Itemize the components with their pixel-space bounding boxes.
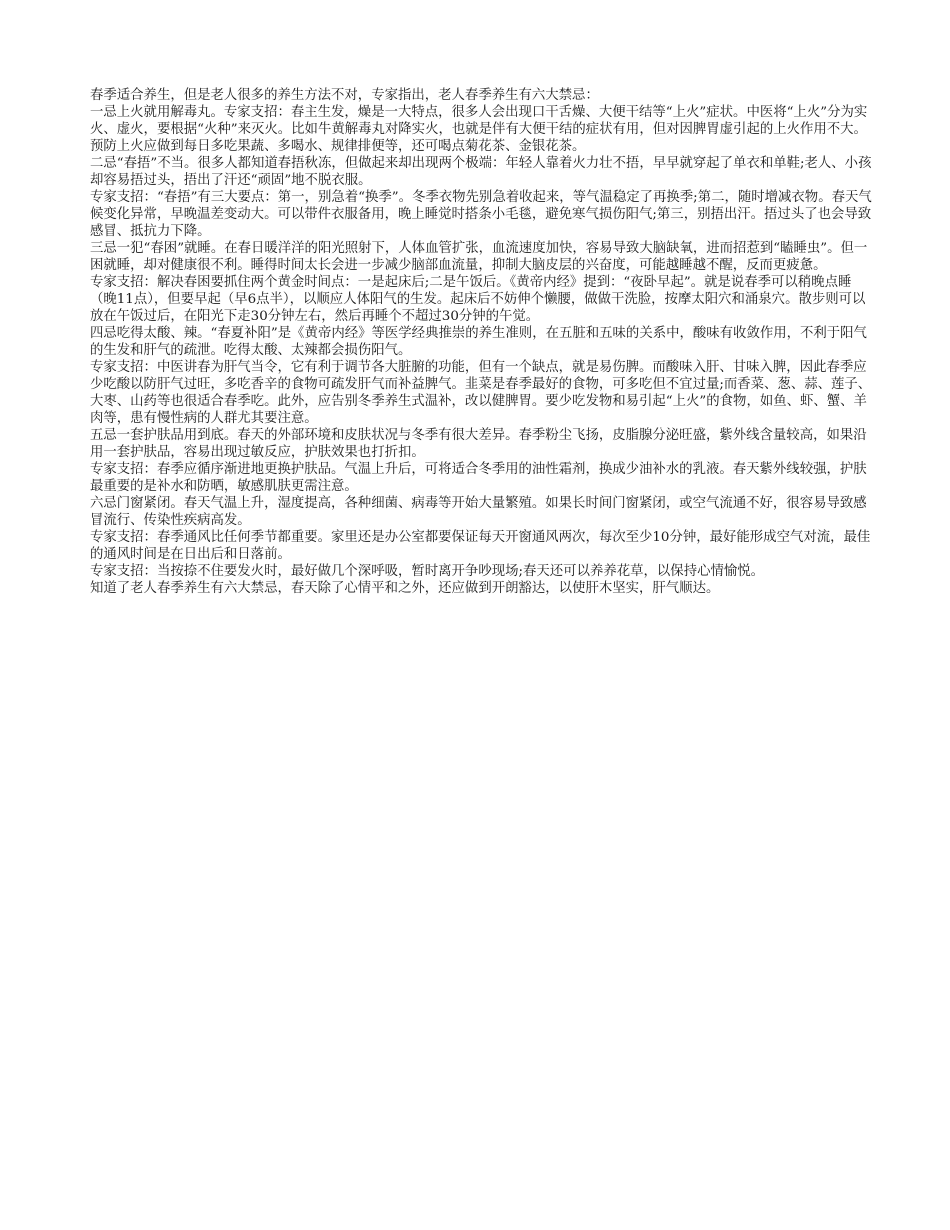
taboo-5-advice-paragraph: 专家支招：春季应循序渐进地更换护肤品。气温上升后，可将适合冬季用的油性霜剂，换成少油补水的乳液。春天紫外线较强，护肤最重要的是补水和防晒，敏感肌肤更需注意。 bbox=[90, 462, 867, 494]
taboo-2-paragraph: 二忌“春捂”不当。很多人都知道春捂秋冻，但做起来却出现两个极端：年轻人靠着火力壮不捂，早早就穿起了单衣和单鞋;老人、小孩却容易捂过头，捂出了汗还“顽固”地不脱衣服。 bbox=[90, 156, 872, 188]
taboo-5-paragraph: 五忌一套护肤品用到底。春天的外部环境和皮肤状况与冬季有很大差异。春季粉尘飞扬，皮脂腺分泌旺盛，紫外线含量较高，如果沿用一套护肤品，容易出现过敏反应，护肤效果也打折扣。 bbox=[90, 428, 867, 460]
taboo-3-paragraph: 三忌一犯“春困”就睡。在春日暖洋洋的阳光照射下，人体血管扩张，血流速度加快，容易导致大脑缺氧，进而招惹到“瞌睡虫”。但一困就睡，却对健康很不利。睡得时间太长会进一步减少脑部血流量，抑制大脑皮层的兴奋度，可能越睡越不醒，反而更疲惫。 bbox=[90, 241, 868, 273]
conclusion-paragraph: 知道了老人春季养生有六大禁忌，春天除了心情平和之外，还应做到开朗豁达，以使肝木坚实，肝气顺达。 bbox=[90, 581, 720, 596]
taboo-4-advice-paragraph: 专家支招：中医讲春为肝气当令，它有利于调节各大脏腑的功能，但有一个缺点，就是易伤脾。而酸味入肝、甘味入脾，因此春季应少吃酸以防肝气过旺，多吃香辛的食物可疏发肝气而补益脾气。韭菜是春季最好的食物，可多吃但不宜过量;而香菜、葱、蒜、莲子、大枣、山药等也很适合春季吃。此外，应告别冬季养生式温补，改以健脾胃。要少吃发物和易引起“上火”的食物，如鱼、虾、蟹、羊肉等，患有慢性病的人群尤其要注意。 bbox=[90, 360, 872, 426]
taboo-6-paragraph: 六忌门窗紧闭。春天气温上升，湿度提高，各种细菌、病毒等开始大量繁殖。如果长时间门窗紧闭，或空气流通不好，很容易导致感冒流行、传染性疾病高发。 bbox=[90, 496, 867, 528]
taboo-2-advice-paragraph: 专家支招：“春捂”有三大要点：第一，别急着“换季”。冬季衣物先别急着收起来，等气温稳定了再换季;第二，随时增减衣物。春天气候变化异常，早晚温差变动大。可以带件衣服备用，晚上睡觉时搭条小毛毯，避免寒气损伤阳气;第三，别捂出汗。捂过头了也会导致感冒、抵抗力下降。 bbox=[90, 190, 872, 239]
taboo-3-advice-paragraph: 专家支招：解决春困要抓住两个黄金时间点：一是起床后;二是午饭后。《黄帝内经》提到：“夜卧早起”。就是说春季可以稍晚点睡（晚11点），但要早起（早6点半），以顺应人体阳气的生发。起床后不妨伸个懒腰，做做干洗脸，按摩太阳穴和涌泉穴。散步则可以放在午饭过后，在阳光下走30分钟左右，然后再睡个不超过30分钟的午觉。 bbox=[90, 275, 866, 324]
article-body bbox=[90, 87, 874, 597]
intro-paragraph: 春季适合养生，但是老人很多的养生方法不对，专家指出，老人春季养生有六大禁忌： bbox=[90, 88, 599, 103]
taboo-4-paragraph: 四忌吃得太酸、辣。“春夏补阳”是《黄帝内经》等医学经典推崇的养生准则，在五脏和五味的关系中，酸味有收敛作用，不利于阳气的生发和肝气的疏泄。吃得太酸、太辣都会损伤阳气。 bbox=[90, 326, 867, 358]
taboo-6-advice-paragraph: 专家支招：春季通风比任何季节都重要。家里还是办公室都要保证每天开窗通风两次，每次至少10分钟，最好能形成空气对流，最佳的通风时间是在日出后和日落前。 bbox=[90, 530, 871, 562]
temper-advice-paragraph: 专家支招：当按捺不住要发火时，最好做几个深呼吸，暂时离开争吵现场;春天还可以养养花草，以保持心情愉悦。 bbox=[90, 564, 765, 579]
taboo-1-paragraph: 一忌上火就用解毒丸。专家支招：春主生发，燥是一大特点，很多人会出现口干舌燥、大便干结等“上火”症状。中医将“上火”分为实火、虚火，要根据“火种”来灭火。比如牛黄解毒丸对降实火，也就是伴有大便干结的症状有用，但对因脾胃虚引起的上火作用不大。预防上火应做到每日多吃果蔬、多喝水、规律排便等，还可喝点菊花茶、金银花茶。 bbox=[90, 105, 868, 154]
